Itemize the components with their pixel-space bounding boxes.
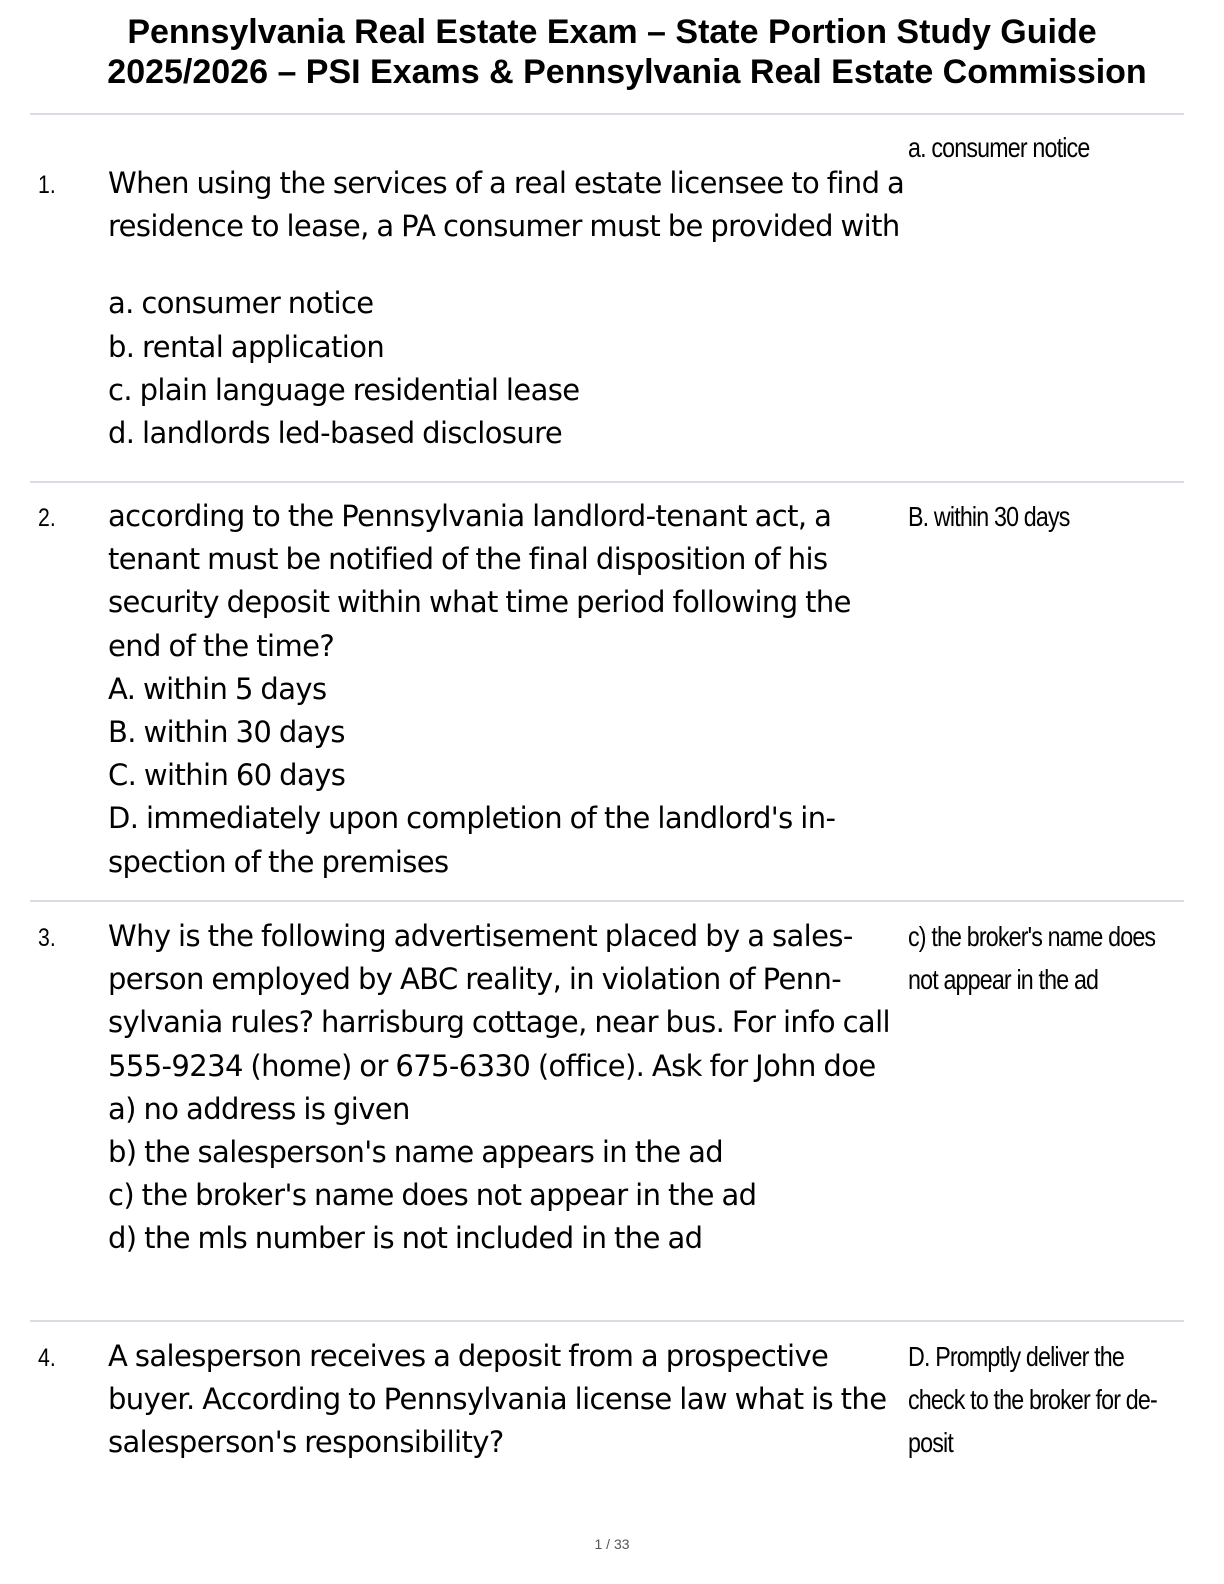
answer-line: posit bbox=[908, 1427, 953, 1458]
answer-option: A. within 5 days bbox=[108, 671, 327, 706]
divider bbox=[30, 113, 1184, 115]
question-number: 2. bbox=[38, 504, 56, 532]
answer-option: b. rental application bbox=[108, 329, 385, 364]
question-stem: according to the Pennsylvania landlord-tenant act, a tenant must be notified of the final disposition of his security deposit within what time period following the end of the time? bbox=[108, 499, 851, 663]
answer-option: spection of the premises bbox=[108, 844, 449, 879]
question-stem: When using the services of a real estate licensee to find a residence to lease, a PA consumer must be provided with bbox=[108, 166, 905, 244]
answer-key bbox=[908, 126, 1208, 169]
answer-option: c) the broker's name does not appear in the ad bbox=[108, 1178, 757, 1213]
document-title bbox=[0, 12, 1224, 92]
question-card bbox=[108, 162, 908, 455]
answer-option: c. plain language residential lease bbox=[108, 372, 580, 407]
answer-option: D. immediately upon completion of the landlord's in- bbox=[108, 801, 836, 836]
question-stem: A salesperson receives a deposit from a prospective buyer. According to Pennsylvania license law what is the salesperson's responsibility? bbox=[108, 1339, 887, 1460]
answer-line: a. consumer notice bbox=[908, 132, 1090, 163]
answer-key bbox=[908, 495, 1208, 538]
page-number: 1 / 33 bbox=[594, 1536, 630, 1552]
divider bbox=[30, 481, 1184, 483]
title-line-2: 2025/2026 – PSI Exams & Pennsylvania Real Estate Commission bbox=[107, 53, 1147, 91]
answer-key bbox=[908, 1335, 1208, 1464]
answer-line: check to the broker for de- bbox=[908, 1384, 1157, 1415]
question-number: 1. bbox=[38, 171, 56, 199]
answer-option: d) the mls number is not included in the ad bbox=[108, 1221, 703, 1256]
question-number: 3. bbox=[38, 924, 56, 952]
answer-option: a) no address is given bbox=[108, 1091, 410, 1126]
answer-option: C. within 60 days bbox=[108, 758, 346, 793]
question-card bbox=[108, 915, 908, 1261]
answer-line: c) the broker's name does bbox=[908, 921, 1156, 952]
answer-option: a. consumer notice bbox=[108, 286, 374, 321]
answer-line: B. within 30 days bbox=[908, 501, 1070, 532]
question-number: 4. bbox=[38, 1344, 56, 1372]
divider bbox=[30, 900, 1184, 902]
answer-option: B. within 30 days bbox=[108, 715, 345, 750]
question-card bbox=[108, 495, 908, 884]
title-line-1: Pennsylvania Real Estate Exam – State Portion Study Guide bbox=[127, 13, 1097, 51]
answer-key bbox=[908, 915, 1208, 1001]
divider bbox=[30, 1320, 1184, 1322]
question-card bbox=[108, 1335, 908, 1465]
answer-line: not appear in the ad bbox=[908, 964, 1099, 995]
answer-line: D. Promptly deliver the bbox=[908, 1341, 1124, 1372]
question-stem: Why is the following advertisement placed by a sales-person employed by ABC reality, in violation of Penn-sylvania rules? harrisburg cottage, near bus. For info call 555-9234 (home) or 675-6330 (office). Ask for John doe bbox=[108, 919, 891, 1083]
answer-option: b) the salesperson's name appears in the ad bbox=[108, 1135, 724, 1170]
answer-option: d. landlords led-based disclosure bbox=[108, 416, 563, 451]
